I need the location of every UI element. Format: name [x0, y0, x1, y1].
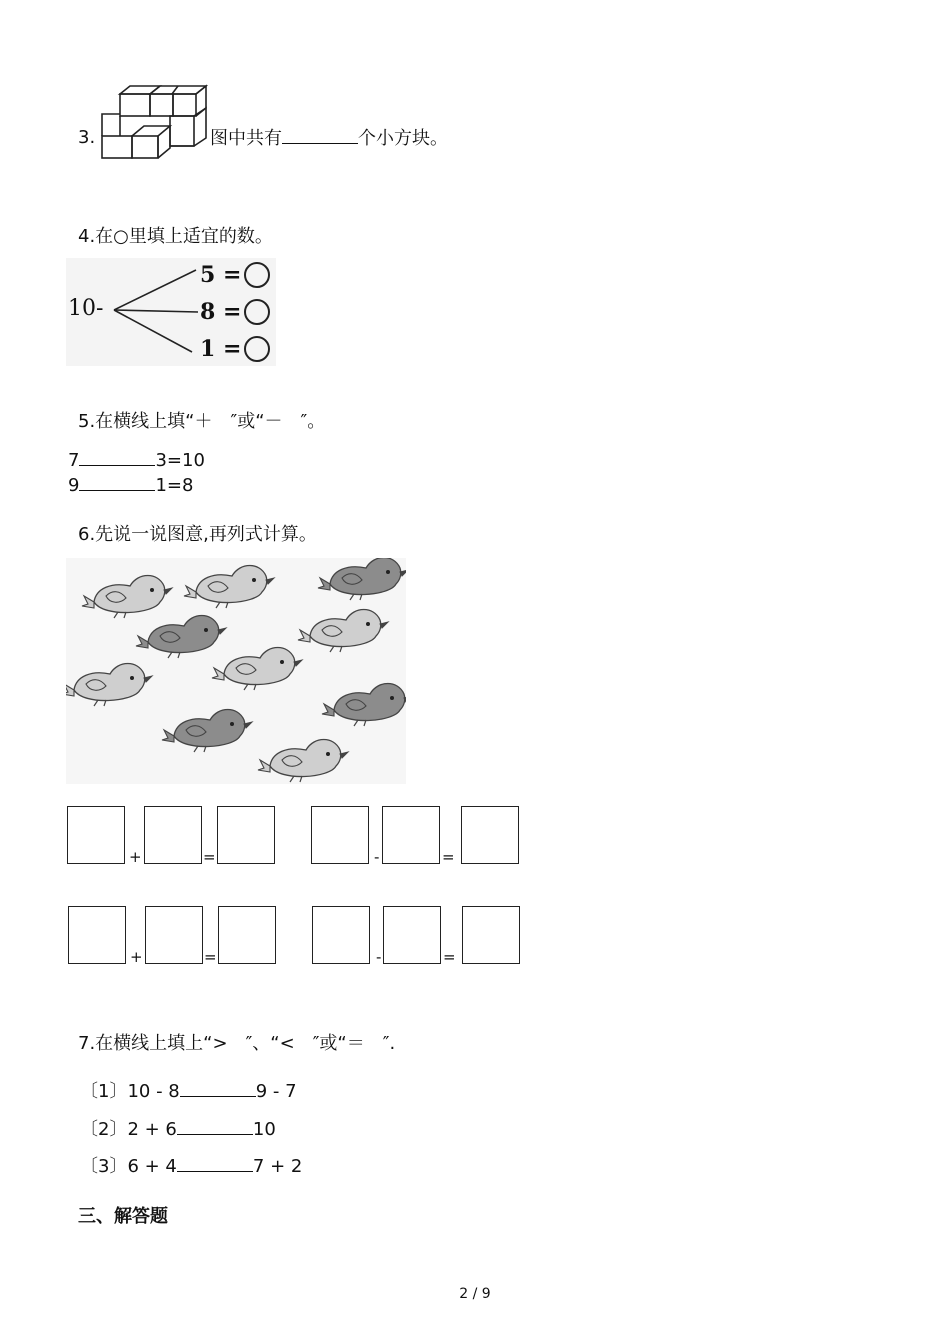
equals-sign: = — [443, 948, 456, 966]
plus-sign: + — [130, 948, 143, 966]
equals-sign: = — [442, 848, 455, 866]
q4-branch-expr: 8 = — [200, 299, 242, 325]
q4-branch-expr: 5 = — [200, 262, 242, 288]
answer-box[interactable] — [68, 906, 126, 964]
section-title: 三、解答题 — [78, 1206, 168, 1227]
q5-prompt: 5.在横线上填“＋ ″或“－ ″。 — [78, 411, 326, 432]
equals-sign: = — [203, 848, 216, 866]
q6-prompt: 6.先说一说图意,再列式计算。 — [78, 524, 317, 545]
answer-box[interactable] — [311, 806, 369, 864]
q3-text-before: 图中共有 — [210, 128, 282, 149]
answer-box[interactable] — [461, 806, 519, 864]
q7-right: 10 — [252, 1119, 276, 1140]
plus-sign: + — [129, 848, 142, 866]
q5-line — [68, 449, 205, 472]
q6-bird-picture — [66, 558, 406, 784]
q4-start-label: 10- — [68, 296, 104, 321]
answer-box[interactable] — [67, 806, 125, 864]
answer-box[interactable] — [217, 806, 275, 864]
q4-prompt: 4.在○里填上适宜的数。 — [78, 226, 273, 247]
q7-item-label: 〔2〕 — [80, 1119, 128, 1140]
answer-box[interactable] — [312, 906, 370, 964]
q5-left: 9 — [68, 475, 80, 496]
q3-question — [210, 127, 448, 150]
q7-item-label: 〔1〕 — [80, 1081, 128, 1102]
q5-answer-blank[interactable] — [79, 449, 155, 466]
q7-answer-blank[interactable] — [180, 1080, 256, 1097]
q7-right: 9 - 7 — [255, 1081, 297, 1102]
q7-answer-blank[interactable] — [177, 1155, 253, 1172]
q7-item — [80, 1118, 276, 1142]
q5-answer-blank[interactable] — [79, 474, 155, 491]
page-number: 2 / 9 — [459, 1286, 491, 1302]
minus-sign: - — [374, 848, 380, 866]
q4-diagram — [66, 258, 276, 366]
q7-right: 7 + 2 — [252, 1156, 303, 1177]
q5-right: 1=8 — [155, 475, 194, 496]
answer-box[interactable] — [218, 906, 276, 964]
q7-left: 10 - 8 — [127, 1081, 180, 1102]
q7-answer-blank[interactable] — [177, 1118, 253, 1135]
q4-answer-circle — [245, 337, 269, 361]
q5-left: 7 — [68, 450, 80, 471]
q5-right: 3=10 — [155, 450, 205, 471]
answer-box[interactable] — [382, 806, 440, 864]
q3-answer-blank[interactable] — [282, 127, 358, 144]
answer-box[interactable] — [383, 906, 441, 964]
answer-box[interactable] — [462, 906, 520, 964]
q4-answer-circle — [245, 263, 269, 287]
equals-sign: = — [204, 948, 217, 966]
q4-answer-circle — [245, 300, 269, 324]
cube-stack-figure — [100, 84, 208, 160]
q3-number: 3. — [78, 127, 96, 148]
q7-left: 6 + 4 — [127, 1156, 177, 1177]
q7-item — [80, 1155, 302, 1179]
q7-item — [80, 1080, 297, 1104]
q3-text-after: 个小方块。 — [358, 128, 448, 149]
q5-line — [68, 474, 193, 497]
q4-branch-expr: 1 = — [200, 336, 242, 362]
q7-item-label: 〔3〕 — [80, 1156, 128, 1177]
q7-left: 2 + 6 — [127, 1119, 177, 1140]
q4-branch-lines — [66, 258, 276, 366]
answer-box[interactable] — [144, 806, 202, 864]
minus-sign: - — [376, 948, 382, 966]
answer-box[interactable] — [145, 906, 203, 964]
q7-prompt: 7.在横线上填上“> ″、“< ″或“＝ ″. — [78, 1033, 396, 1054]
